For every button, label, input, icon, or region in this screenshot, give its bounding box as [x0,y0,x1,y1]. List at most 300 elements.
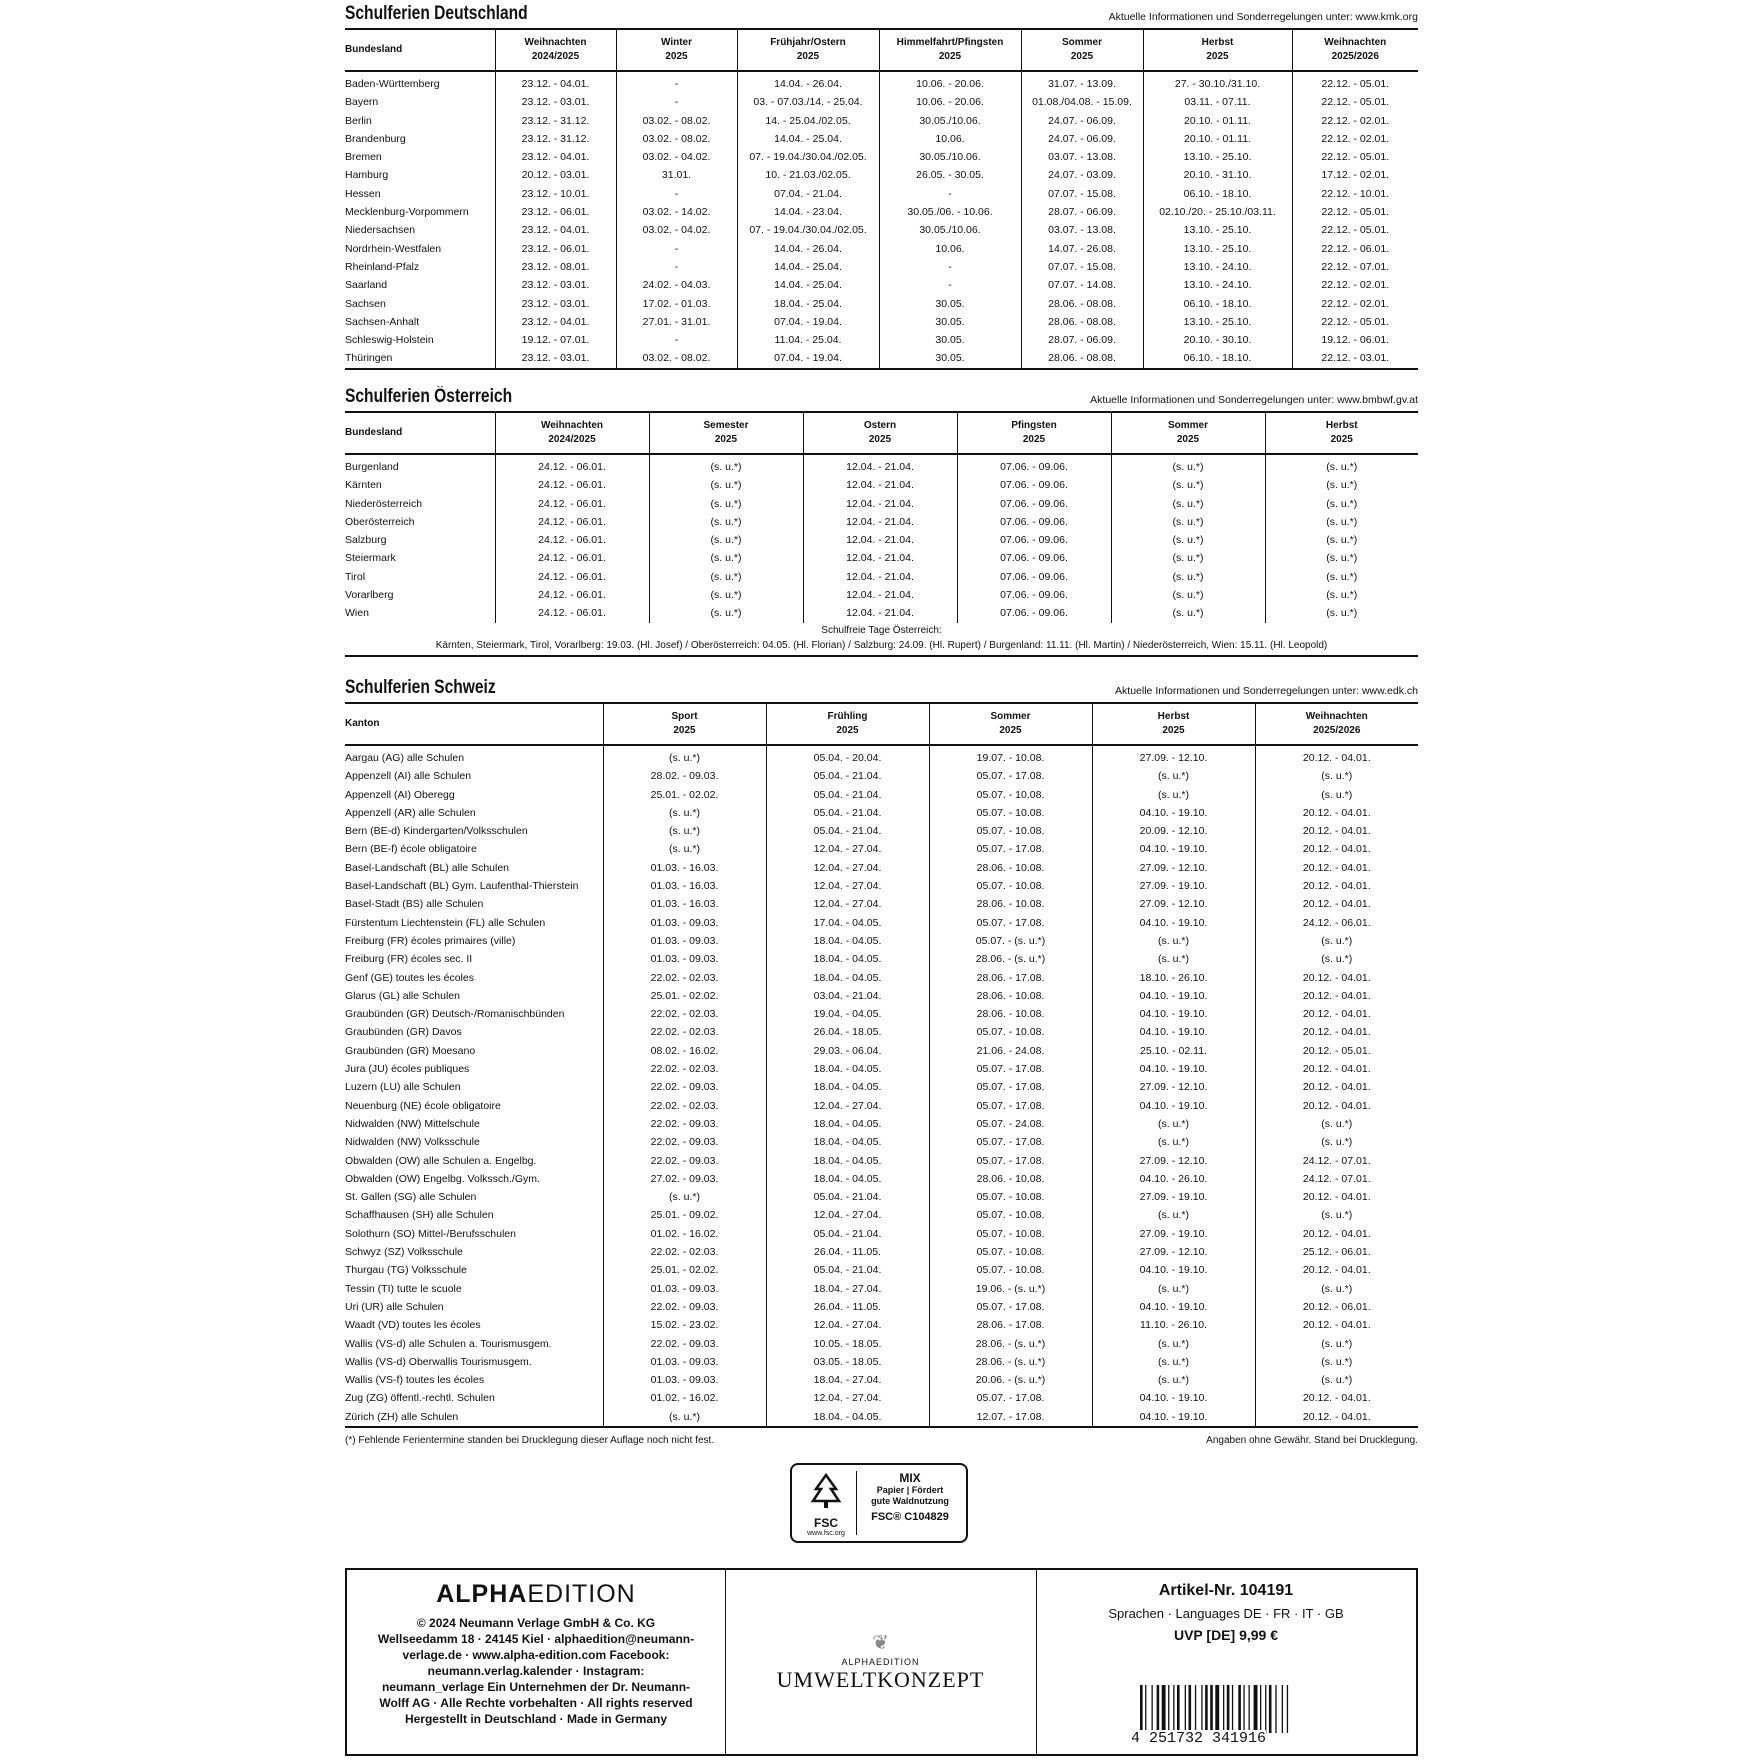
section-austria [345,385,1418,657]
table-cell: 18.04. - 04.05. [766,969,929,987]
table-cell: 18.04. - 04.05. [766,950,929,968]
header-year: 2025 [836,725,859,736]
column-header [1092,704,1255,745]
tree-icon [806,1471,846,1511]
table-cell: 28.07. - 06.09. [1021,203,1143,221]
table-row [345,895,1418,913]
header-year: 2025 [1162,725,1185,736]
row-label: Rheinland-Pfalz [345,260,420,273]
table-cell: 25.01. - 02.02. [603,786,766,804]
table-cell: 22.02. - 02.03. [603,1005,766,1023]
header-year: 2024/2025 [531,51,580,62]
table-cell: 20.12. - 04.01. [1255,1389,1418,1407]
table-cell: (s. u.*) [1255,1115,1418,1133]
column-header [929,704,1092,745]
header-year: 2024/2025 [548,434,596,445]
table-cell: 20.12. - 04.01. [1255,1097,1418,1115]
barcode-bar [1195,1685,1196,1733]
row-label: Mecklenburg-Vorpommern [345,206,469,219]
table-cell: 01.03. - 09.03. [603,950,766,968]
table-cell: (s. u.*) [1092,932,1255,950]
table-cell: 01.03. - 09.03. [603,1280,766,1298]
header-year: 2025/2026 [1313,725,1361,736]
table-cell: 14.04. - 23.04. [737,203,879,221]
table-cell: 13.10. - 24.10. [1143,258,1292,276]
row-label: Bern (BE-f) école obligatoire [345,843,477,856]
table-cell: 20.12. - 04.01. [1255,1078,1418,1096]
fsc-url: www.fsc.org [807,1530,845,1537]
row-label: Neuenburg (NE) école obligatoire [345,1099,501,1112]
table-cell: 26.04. - 11.05. [766,1298,929,1316]
row-label: Nidwalden (NW) Mittelschule [345,1117,480,1130]
header-year: 2025 [868,434,892,445]
table-cell: 18.04. - 27.04. [766,1371,929,1389]
table-cell: 12.04. - 27.04. [766,859,929,877]
row-label: Tirol [345,570,366,583]
table-cell: (s. u.*) [1111,531,1265,549]
table-cell: 21.06. - 24.08. [929,1042,1092,1060]
table-cell: 05.07. - 10.08. [929,1225,1092,1243]
header-name: Ostern [863,420,897,431]
table-cell: 23.12. - 06.01. [495,240,616,258]
table-cell: 27.01. - 31.01. [616,313,737,331]
table-row [345,1389,1418,1407]
table-cell: 30.05./10.06. [879,112,1021,130]
table-row [345,1335,1418,1353]
table-cell: (s. u.*) [1255,1133,1418,1151]
table-cell: (s. u.*) [1111,476,1265,494]
barcode-bar [1223,1685,1224,1733]
section-info: Aktuelle Informationen und Sonderregelungen unter: www.edk.ch [1115,685,1418,697]
header-year: 2025 [665,51,688,62]
table-cell: 27. - 30.10./31.10. [1143,71,1292,93]
row-label: Berlin [345,114,372,127]
table-cell: 17.04. - 04.05. [766,914,929,932]
table-cell: 28.06. - 10.08. [929,895,1092,913]
table-cell: 07. - 19.04./30.04./02.05. [737,148,879,166]
table-cell: 24.12. - 06.01. [495,454,649,476]
table-cell: (s. u.*) [1092,1280,1255,1298]
table-cell: 23.12. - 04.01. [495,313,616,331]
table-cell: 05.04. - 21.04. [766,822,929,840]
table-cell: (s. u.*) [603,1408,766,1427]
austria-note-title: Schulfreie Tage Österreich: [821,624,942,636]
table-cell: 23.12. - 03.01. [495,295,616,313]
table-cell: 20.10. - 01.11. [1143,112,1292,130]
table-cell: 05.07. - 10.08. [929,822,1092,840]
table-cell: 05.07. - 17.08. [929,1389,1092,1407]
table-header-row [345,413,1418,454]
section-info: Aktuelle Informationen und Sonderregelungen unter: www.bmbwf.gv.at [1090,394,1418,406]
column-header [1265,413,1418,454]
table-row [345,1280,1418,1298]
barcode-bar [1275,1685,1276,1733]
table-cell: 14.04. - 25.04. [737,276,879,294]
table-cell: 05.07. - 17.08. [929,1060,1092,1078]
table-cell: (s. u.*) [1255,950,1418,968]
table-row [345,185,1418,203]
table-cell: 04.10. - 19.10. [1092,1005,1255,1023]
table-cell: 18.04. - 04.05. [766,1133,929,1151]
table-cell: 19.12. - 06.01. [1292,331,1418,349]
row-label: Genf (GE) toutes les écoles [345,971,474,984]
table-cell: (s. u.*) [649,549,803,567]
row-label: St. Gallen (SG) alle Schulen [345,1191,477,1204]
table-cell: 28.06. - (s. u.*) [929,950,1092,968]
table-cell: 20.12. - 04.01. [1255,840,1418,858]
table-row [345,313,1418,331]
row-label: Sachsen [345,297,386,310]
table-row [345,1023,1418,1041]
table-row [345,822,1418,840]
table-cell: 12.04. - 27.04. [766,877,929,895]
table-cell: 22.12. - 05.01. [1292,148,1418,166]
table-cell: 22.12. - 05.01. [1292,221,1418,239]
barcode-bar [1162,1685,1166,1733]
table-cell: 12.04. - 21.04. [803,454,957,476]
table-cell: 07.06. - 09.06. [957,549,1111,567]
column-header [1143,30,1292,71]
footer-article-column [1036,1570,1416,1754]
table-cell: 24.12. - 06.01. [495,549,649,567]
table-cell: 25.12. - 06.01. [1255,1243,1418,1261]
table-row [345,987,1418,1005]
table-cell: 07.06. - 09.06. [957,604,1111,622]
table-cell: 27.02. - 09.03. [603,1170,766,1188]
row-label: Hamburg [345,169,389,182]
barcode-bar [1269,1685,1272,1733]
table-row [345,258,1418,276]
table-cell: 23.12. - 04.01. [495,221,616,239]
table-cell: 24.02. - 04.03. [616,276,737,294]
column-header [603,704,766,745]
column-header [1255,704,1418,745]
table-cell: 20.12. - 04.01. [1255,1060,1418,1078]
table-cell: 11.04. - 25.04. [737,331,879,349]
fsc-label [790,1463,968,1543]
table-cell: (s. u.*) [1111,568,1265,586]
publisher-info: © 2024 Neumann Verlage GmbH & Co. KG Wellseedamm 18 · 24145 Kiel · alphaedition@neumann-verlage.de · www.alpha-edition.com Facebook: neumann.verlag.kalender · Instagram: neumann_verlage Ein Unternehmen der Dr. Neumann-Wolff AG · Alle Rechte vorbehalten · All rights reserved Hergestellt in Deutschland · Made in Germany [377,1616,695,1726]
table-row [345,454,1418,476]
table-cell: 26.04. - 11.05. [766,1243,929,1261]
table-cell: 05.07. - 10.08. [929,1261,1092,1279]
table-cell: (s. u.*) [1111,454,1265,476]
table-row [345,476,1418,494]
row-label: Zürich (ZH) alle Schulen [345,1410,459,1423]
table-cell: 28.06. - 17.08. [929,969,1092,987]
table-cell: 28.06. - 08.08. [1021,349,1143,368]
table-cell: - [616,185,737,203]
header-name: Sommer [1061,37,1102,48]
table-cell: 05.07. - 17.08. [929,1133,1092,1151]
table-cell: 30.05. [879,349,1021,368]
table-cell: 20.12. - 04.01. [1255,745,1418,767]
table-row [345,93,1418,111]
row-label: Luzern (LU) alle Schulen [345,1081,461,1094]
section-header [345,385,1418,413]
table-cell: - [879,185,1021,203]
table-cell: 24.07. - 06.09. [1021,130,1143,148]
table-cell: 24.12. - 06.01. [495,604,649,622]
table-cell: (s. u.*) [1255,1280,1418,1298]
table-cell: 12.04. - 21.04. [803,568,957,586]
table-cell: 24.12. - 07.01. [1255,1152,1418,1170]
table-cell: (s. u.*) [1092,1371,1255,1389]
table-cell: 03.02. - 08.02. [616,349,737,368]
umweltkonzept-title: UMWELTKONZEPT [776,1667,985,1692]
table-cell: 07.07. - 15.08. [1021,185,1143,203]
table-cell: (s. u.*) [603,1188,766,1206]
barcode-bar [1238,1685,1241,1733]
table-cell: (s. u.*) [1265,586,1418,604]
table-cell: 27.09. - 12.10. [1092,859,1255,877]
header-name: Himmelfahrt/Pfingsten [896,37,1004,48]
table-cell: 18.10. - 26.10. [1092,969,1255,987]
table-row [345,804,1418,822]
table-germany [345,30,1418,370]
table-row [345,1170,1418,1188]
table-cell: 30.05. [879,295,1021,313]
row-label: Graubünden (GR) Deutsch-/Romanischbünden [345,1008,565,1021]
column-header [1021,30,1143,71]
table-cell: 20.12. - 03.01. [495,166,616,184]
table-row [345,1097,1418,1115]
table-row [345,1042,1418,1060]
table-cell: 03.02. - 04.02. [616,148,737,166]
table-cell: 20.12. - 04.01. [1255,1188,1418,1206]
row-label: Bremen [345,151,382,164]
table-cell: 13.10. - 25.10. [1143,240,1292,258]
header-year: 2025 [1070,51,1094,62]
fsc-mark: FSC [814,1516,838,1530]
row-label: Niederösterreich [345,497,423,510]
table-cell: (s. u.*) [1265,513,1418,531]
table-cell: 20.12. - 06.01. [1255,1298,1418,1316]
table-cell: 05.07. - 10.08. [929,877,1092,895]
barcode-bar [1210,1685,1213,1733]
barcode-bar [1287,1685,1288,1733]
table-row [345,1152,1418,1170]
row-label: Burgenland [345,461,399,473]
table-cell: 22.12. - 10.01. [1292,185,1418,203]
footnote-right: Angaben ohne Gewähr. Stand bei Drucklegung. [1206,1435,1418,1446]
table-cell: 28.07. - 06.09. [1021,331,1143,349]
barcode-bar [1189,1685,1192,1733]
umweltkonzept-brand: ALPHAEDITION [841,1657,920,1667]
table-cell: 22.02. - 02.03. [603,1060,766,1078]
table-cell: 12.04. - 21.04. [803,476,957,494]
table-cell: 12.04. - 27.04. [766,840,929,858]
table-row [345,1353,1418,1371]
section-info: Aktuelle Informationen und Sonderregelungen unter: www.kmk.org [1108,11,1418,23]
alphaedition-logo [347,1580,725,1609]
table-cell: (s. u.*) [1111,495,1265,513]
table-cell: 05.07. - 10.08. [929,1243,1092,1261]
table-cell: 05.07. - 10.08. [929,786,1092,804]
table-cell: (s. u.*) [1092,1133,1255,1151]
table-header-row [345,30,1418,71]
header-name: Sommer [990,711,1031,722]
table-cell: (s. u.*) [649,531,803,549]
table-row [345,1206,1418,1224]
table-cell: (s. u.*) [1092,1335,1255,1353]
table-cell: 07.06. - 09.06. [957,531,1111,549]
table-cell: 05.07. - 17.08. [929,1078,1092,1096]
table-cell: 24.12. - 07.01. [1255,1170,1418,1188]
table-cell: 22.12. - 05.01. [1292,203,1418,221]
table-cell: 27.09. - 12.10. [1092,895,1255,913]
row-label: Basel-Landschaft (BL) alle Schulen [345,861,510,874]
table-cell: 07.04. - 21.04. [737,185,879,203]
table-row [345,586,1418,604]
table-cell: 04.10. - 19.10. [1092,804,1255,822]
table-cell: 20.12. - 04.01. [1255,877,1418,895]
austria-note [345,623,1418,657]
table-cell: 04.10. - 19.10. [1092,987,1255,1005]
footer-umweltkonzept-column [725,1570,1037,1754]
table-cell: 22.12. - 02.01. [1292,276,1418,294]
table-cell: 28.06. - 10.08. [929,859,1092,877]
table-row [345,745,1418,767]
table-cell: 20.12. - 04.01. [1255,822,1418,840]
table-row [345,914,1418,932]
table-cell: 05.07. - 10.08. [929,1023,1092,1041]
table-cell: 20.12. - 04.01. [1255,1225,1418,1243]
table-cell: 07.06. - 09.06. [957,495,1111,513]
header-year: 2025 [714,434,738,445]
table-cell: 03.02. - 08.02. [616,130,737,148]
table-cell: 22.12. - 05.01. [1292,93,1418,111]
header-name: Sommer [1167,420,1208,431]
barcode-bar [1243,1685,1244,1733]
row-label: Wallis (VS-f) toutes les écoles [345,1374,485,1387]
row-label: Thurgau (TG) Volksschule [345,1264,467,1277]
section-title: Schulferien Deutschland [345,3,528,24]
table-cell: 18.04. - 04.05. [766,1408,929,1427]
table-cell: 26.05. - 30.05. [879,166,1021,184]
table-cell: 01.03. - 16.03. [603,859,766,877]
row-label: Zug (ZG) öffentl.-rechtl. Schulen [345,1392,495,1405]
table-cell: 22.02. - 09.03. [603,1078,766,1096]
row-label: Oberösterreich [345,515,415,528]
header-year: 2025 [1022,434,1046,445]
barcode-bar [1157,1685,1160,1733]
table-row [345,786,1418,804]
table-cell: 28.06. - 17.08. [929,1316,1092,1334]
table-row [345,1078,1418,1096]
table-cell: (s. u.*) [1255,1206,1418,1224]
row-label: Appenzell (AR) alle Schulen [345,806,476,819]
table-cell: 10.06. [879,130,1021,148]
barcode-bar [1265,1685,1266,1733]
table-cell: 07.06. - 09.06. [957,586,1111,604]
table-cell: (s. u.*) [1265,549,1418,567]
table-cell: 03.11. - 07.11. [1143,93,1292,111]
barcode-bar [1173,1685,1174,1733]
barcode-bar [1145,1685,1146,1733]
table-row [345,349,1418,368]
table-cell: 05.04. - 21.04. [766,767,929,785]
table-cell: (s. u.*) [1111,549,1265,567]
barcode-bar [1201,1685,1202,1733]
table-cell: 20.12. - 04.01. [1255,859,1418,877]
table-cell: - [616,258,737,276]
table-cell: (s. u.*) [1092,1353,1255,1371]
table-cell: 22.12. - 05.01. [1292,313,1418,331]
table-cell: 04.10. - 19.10. [1092,1298,1255,1316]
barcode-bar [1177,1685,1180,1733]
row-label: Bayern [345,96,379,109]
section-title: Schulferien Österreich [345,386,513,407]
table-cell: 20.12. - 04.01. [1255,1316,1418,1334]
table-cell: (s. u.*) [1265,568,1418,586]
table-row [345,1261,1418,1279]
table-row [345,513,1418,531]
table-cell: 10.06. - 20.06. [879,71,1021,93]
table-cell: 19.04. - 04.05. [766,1005,929,1023]
table-row [345,1225,1418,1243]
table-cell: - [616,240,737,258]
fsc-divider [856,1471,857,1535]
table-cell: 01.02. - 16.02. [603,1389,766,1407]
column-header [495,413,649,454]
table-cell: 22.02. - 09.03. [603,1115,766,1133]
header-name: Herbst [1325,420,1358,431]
table-cell: 01.03. - 09.03. [603,932,766,950]
table-cell: 05.07. - 17.08. [929,1152,1092,1170]
barcode-bar [1140,1685,1143,1733]
table-cell: 20.12. - 04.01. [1255,987,1418,1005]
column-header: Kanton [345,704,603,745]
table-cell: 24.07. - 03.09. [1021,166,1143,184]
table-cell: 28.06. - (s. u.*) [929,1335,1092,1353]
row-label: Appenzell (AI) Oberegg [345,788,455,801]
table-cell: - [616,93,737,111]
table-cell: 19.06. - (s. u.*) [929,1280,1092,1298]
table-row [345,221,1418,239]
table-cell: 23.12. - 04.01. [495,148,616,166]
row-label: Aargau (AG) alle Schulen [345,752,465,764]
article-number: Artikel-Nr. 104191 [1158,1582,1294,1599]
table-row [345,331,1418,349]
table-cell: 22.02. - 09.03. [603,1335,766,1353]
table-cell: 15.02. - 23.02. [603,1316,766,1334]
table-cell: 18.04. - 04.05. [766,932,929,950]
table-cell: 13.10. - 25.10. [1143,221,1292,239]
row-label: Appenzell (AI) alle Schulen [345,770,472,783]
table-cell: 25.01. - 02.02. [603,987,766,1005]
table-cell: 27.09. - 12.10. [1092,1152,1255,1170]
row-label: Sachsen-Anhalt [345,315,420,328]
table-cell: 23.12. - 31.12. [495,130,616,148]
table-cell: 14.07. - 26.08. [1021,240,1143,258]
barcode-bar [1260,1685,1261,1733]
table-row [345,969,1418,987]
table-cell: 12.04. - 21.04. [803,531,957,549]
table-cell: 28.06. - (s. u.*) [929,1353,1092,1371]
table-cell: 23.12. - 08.01. [495,258,616,276]
row-label: Bern (BE-d) Kindergarten/Volksschulen [345,825,528,838]
table-cell: - [616,71,737,93]
column-header [649,413,803,454]
section-header [345,2,1418,30]
table-row [345,549,1418,567]
row-label: Hessen [345,187,381,200]
table-cell: 18.04. - 04.05. [766,1152,929,1170]
table-cell: 05.07. - 17.08. [929,1298,1092,1316]
table-cell: 22.02. - 09.03. [603,1133,766,1151]
table-cell: 23.12. - 03.01. [495,93,616,111]
